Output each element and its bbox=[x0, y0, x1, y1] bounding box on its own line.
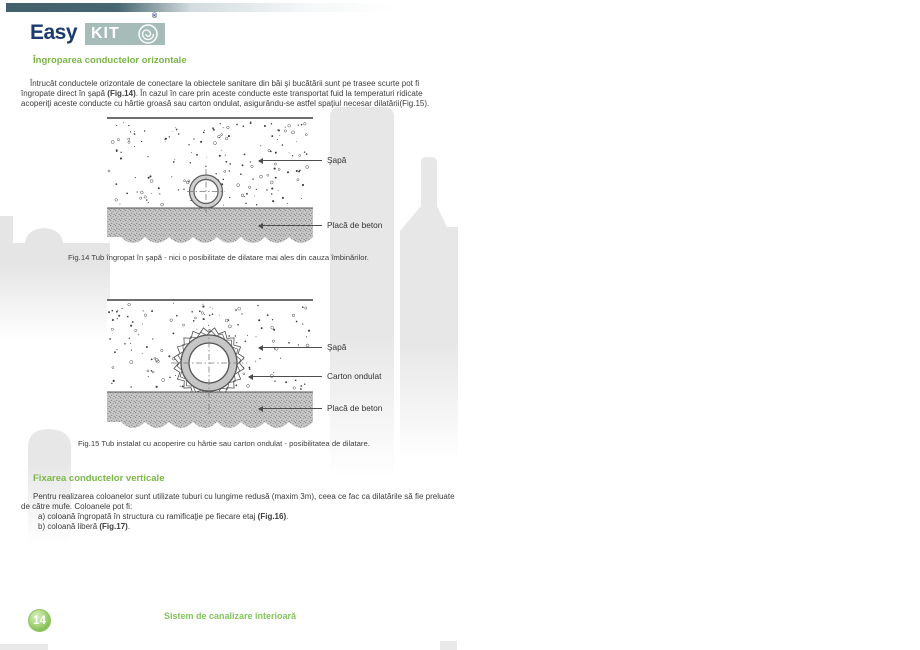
section-heading-vertical: Fixarea conductelor verticale bbox=[33, 473, 165, 484]
fig15-sapa-label: Şapă bbox=[327, 342, 347, 352]
fig16-reference: (Fig.16) bbox=[257, 511, 287, 521]
fig15-placa-label: Placă de beton bbox=[327, 403, 383, 413]
list-item-b: b) coloană liberă (Fig.17). bbox=[38, 521, 131, 531]
fig15-carton-label: Carton ondulat bbox=[327, 371, 382, 381]
spiral-icon bbox=[138, 24, 158, 44]
tower-silhouette bbox=[400, 157, 458, 460]
paragraph-text: Pentru realizarea coloanelor sunt utilizate tuburi cu lungime redusă (maxim 3m), ceea ce fac ca dilatările să fie preluate de către mufe. Coloanele pot fi: bbox=[21, 492, 455, 511]
paragraph-text: Întrucât conductele orizontale de conectare la obiectele sanitare din băi şi bucătării sunt pe trasee scurte pot fi îngropate direct în şapă bbox=[21, 79, 420, 98]
paragraph-text: . În cazul în care prin aceste conducte este transportat fuid la temperaturi ridicate acoperiţi aceste conducte cu hârtie groasă sau carton ondulat, asigurându-se astfel spaţiul necesar dilatării(Fig.15). bbox=[21, 88, 430, 108]
bottom-edge-shape bbox=[0, 644, 48, 650]
fig14-sapa-arrow bbox=[259, 160, 322, 161]
fig14-placa-arrow bbox=[259, 225, 322, 226]
fig14-sapa-label: Şapă bbox=[327, 155, 347, 165]
fig17-reference: (Fig.17) bbox=[99, 521, 128, 531]
paragraph-vertical bbox=[21, 492, 461, 532]
top-accent-bar bbox=[6, 3, 914, 12]
registered-trademark: ® bbox=[152, 13, 158, 20]
logo-easy-text: Easy bbox=[30, 21, 78, 44]
easykit-logo bbox=[30, 13, 170, 47]
fig15-carton-arrow bbox=[249, 376, 322, 377]
logo-kit-text: KIT bbox=[91, 25, 120, 42]
section-heading-horizontal: Îngroparea conductelor orizontale bbox=[33, 55, 187, 66]
dome-silhouette bbox=[0, 216, 110, 340]
fig15-sapa-arrow bbox=[259, 347, 322, 348]
page-number-badge: 14 bbox=[28, 609, 51, 632]
list-item-a: a) coloană îngropată în structura cu ramificaţie pe fiecare etaj (Fig.16). bbox=[38, 511, 289, 521]
fig14-reference: (Fig.14) bbox=[107, 88, 136, 98]
logo-kit-box bbox=[85, 23, 165, 45]
bottom-edge-shape bbox=[440, 641, 457, 650]
fig14-caption: Fig.14 Tub îngropat în şapă - nici o posibilitate de dilatare mai ales din cauza îmbinărilor. bbox=[68, 253, 369, 262]
paragraph-horizontal bbox=[21, 79, 454, 109]
fig15-diagram bbox=[105, 297, 315, 437]
footer-chapter-title: Sistem de canalizare interioară bbox=[164, 611, 297, 621]
fig15-placa-arrow bbox=[259, 408, 322, 409]
concrete-slab bbox=[107, 392, 313, 428]
fig14-placa-label: Placă de beton bbox=[327, 220, 383, 230]
fig15-caption: Fig.15 Tub instalat cu acoperire cu hârtie sau carton ondulat - posibilitatea de dilatare. bbox=[78, 439, 370, 448]
fig14-diagram bbox=[105, 115, 315, 251]
